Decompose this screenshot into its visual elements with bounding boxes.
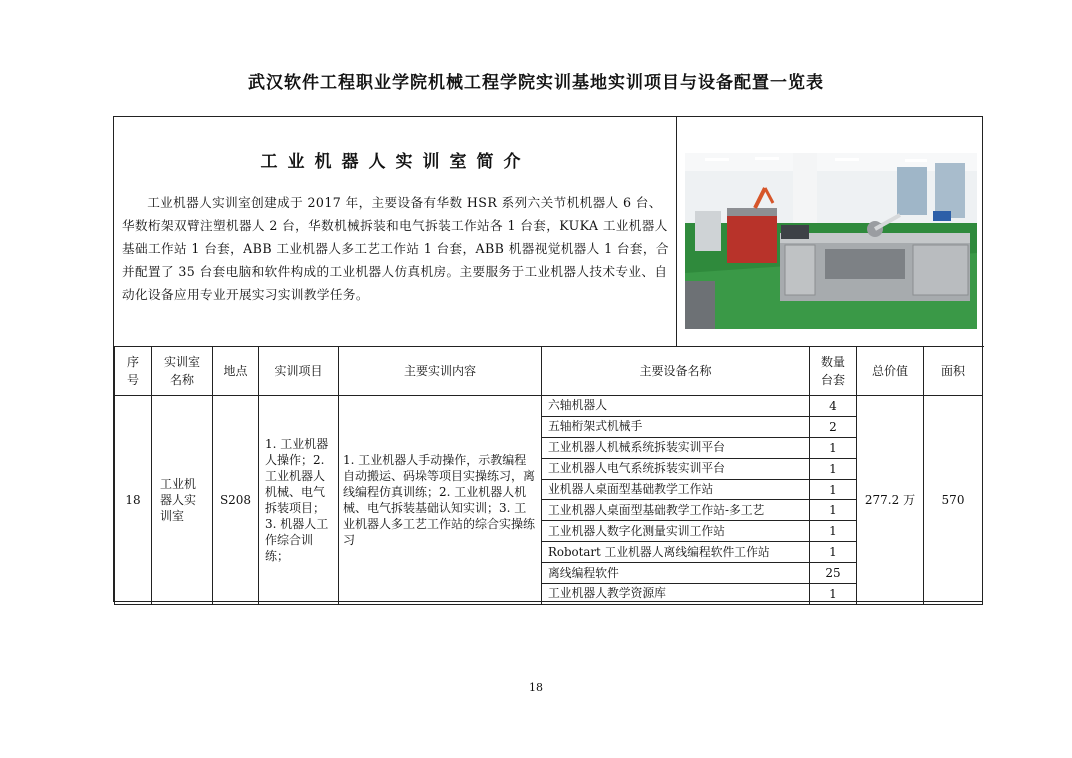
equipment-qty: 1 (810, 479, 857, 500)
equipment-qty: 1 (810, 521, 857, 542)
equipment-name: 工业机器人数字化测量实训工作站 (542, 521, 810, 542)
equipment-table (114, 346, 983, 605)
equipment-name: 工业机器人桌面型基础教学工作站-多工艺 (542, 500, 810, 521)
page-number: 18 (529, 681, 543, 694)
intro-text-cell (114, 117, 677, 346)
equipment-name: 工业机器人教学资源库 (542, 584, 810, 605)
equipment-name: Robotart 工业机器人离线编程软件工作站 (542, 542, 810, 563)
equipment-name: 五轴桁架式机械手 (542, 416, 810, 437)
header-location: 地点 (213, 347, 259, 396)
row-room: 工业机器人实训室 (152, 396, 213, 605)
row-no: 18 (115, 396, 152, 605)
header-equipment: 主要设备名称 (542, 347, 810, 396)
equipment-qty: 1 (810, 458, 857, 479)
equipment-name: 业机器人桌面型基础教学工作站 (542, 479, 810, 500)
header-project: 实训项目 (259, 347, 339, 396)
intro-body: 工业机器人实训室创建成于 2017 年，主要设备有华数 HSR 系列六关节机机器人 6 台、华数桁架双臂注塑机器人 2 台，华数机械拆装和电气拆装工作站各 1 台套，KUKA 工业机器人基础工作站 1 台套，ABB 工业机器人多工艺工作站 1 台套，ABB 机器视觉机器人 1 台套，合并配置了 35 台套电脑和软件构成的工业机器人仿真机房。主要服务于工业机器人技术专业、自动化设备应用专业开展实习实训教学任务。 (122, 195, 669, 302)
row-project: 1. 工业机器人操作；2. 工业机器人机械、电气拆装项目；3. 机器人工作综合训练； (259, 396, 339, 605)
header-total: 总价值 (857, 347, 924, 396)
document-title: 武汉软件工程职业学院机械工程学院实训基地实训项目与设备配置一览表 (248, 73, 824, 93)
equipment-name: 六轴机器人 (542, 396, 810, 417)
row-content: 1. 工业机器人手动操作，示教编程自动搬运、码垛等项目实操练习，离线编程仿真训练；2. 工业机器人机械、电气拆装基础认知实训；3. 工业机器人多工艺工作站的综合实操练习 (339, 396, 542, 605)
equipment-qty: 4 (810, 396, 857, 417)
intro-section (114, 117, 984, 347)
equipment-name: 工业机器人电气系统拆装实训平台 (542, 458, 810, 479)
table-frame (113, 116, 983, 602)
header-qty: 数量台套 (810, 347, 857, 396)
header-area: 面积 (924, 347, 983, 396)
table-row (115, 396, 983, 417)
equipment-name: 离线编程软件 (542, 563, 810, 584)
row-total: 277.2 万 (857, 396, 924, 605)
header-content: 主要实训内容 (339, 347, 542, 396)
equipment-qty: 2 (810, 416, 857, 437)
equipment-qty: 1 (810, 500, 857, 521)
equipment-qty: 1 (810, 542, 857, 563)
header-no: 序号 (115, 347, 152, 396)
row-location: S208 (213, 396, 259, 605)
equipment-qty: 1 (810, 584, 857, 605)
equipment-qty: 25 (810, 563, 857, 584)
intro-heading: 工业机器人实训室简介 (260, 152, 531, 172)
equipment-qty: 1 (810, 437, 857, 458)
header-room: 实训室名称 (152, 347, 213, 396)
lab-photo (685, 153, 977, 329)
row-area: 570 (924, 396, 983, 605)
equipment-name: 工业机器人机械系统拆装实训平台 (542, 437, 810, 458)
